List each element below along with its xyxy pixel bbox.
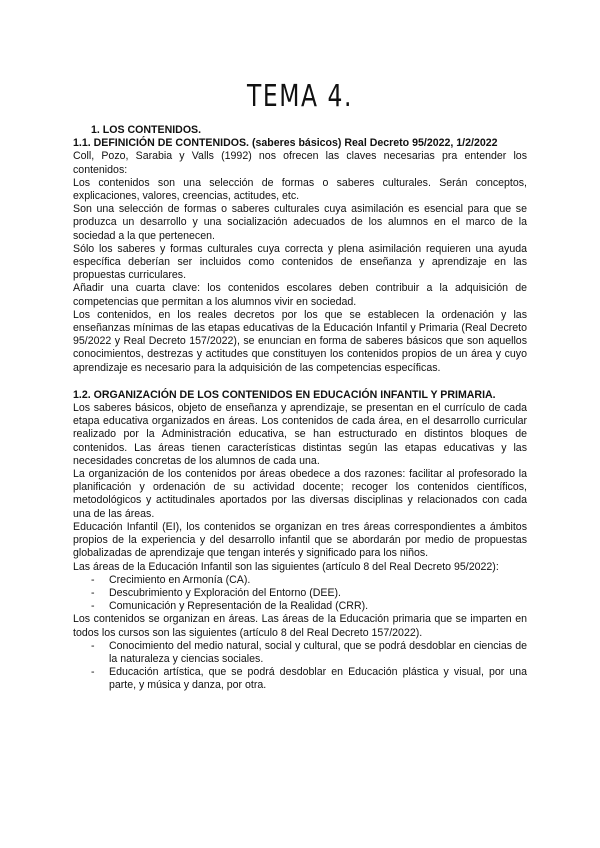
page-title: TEMA 4. (247, 79, 353, 114)
list-item-text: Crecimiento en Armonía (CA). (109, 573, 251, 586)
paragraph: Los contenidos se organizan en áreas. Las áreas de la Educación primaria que se imparten en todos los cursos son las siguientes (artículo 8 del Real Decreto 157/2022). (73, 613, 527, 639)
paragraph: Los saberes básicos, objeto de enseñanza y aprendizaje, se presentan en el currículo de cada etapa educativa organizados en áreas. Los contenidos de cada área, en el desarrollo curricular realizado por la Administración educativa, se han estructurado en distintos bloques de contenidos. Las áreas tienen características distintas según las etapas educativas y las necesidades concretas de los alumnos de cada una. (73, 402, 527, 467)
infantil-areas-list (73, 574, 527, 614)
paragraph: Añadir una cuarta clave: los contenidos escolares deben contribuir a la adquisición de competencias que permitan a los alumnos vivir en sociedad. (73, 282, 527, 308)
dash-bullet: - (91, 573, 95, 586)
heading-definition: 1.1. DEFINICIÓN DE CONTENIDOS. (saberes básicos) Real Decreto 95/2022, 1/2/2022 (73, 137, 498, 150)
heading-contents: 1. LOS CONTENIDOS. (91, 124, 202, 136)
dash-bullet: - (91, 586, 95, 599)
paragraph: Son una selección de formas o saberes culturales cuya asimilación es esencial para que se produzca un desarrollo y una socialización adecuados de los alumnos en el marco de la sociedad a la que pertenecen. (73, 203, 527, 242)
list-item (73, 600, 527, 613)
paragraph: Los contenidos son una selección de formas o saberes culturales. Serán conceptos, explicaciones, valores, creencias, actitudes, etc. (73, 176, 527, 203)
list-item (73, 640, 527, 666)
paragraph: Coll, Pozo, Sarabia y Valls (1992) nos ofrecen las claves necesarias pra entender los contenidos: (73, 150, 527, 176)
list-item-text: Descubrimiento y Exploración del Entorno (DEE). (109, 586, 341, 599)
list-item (73, 666, 527, 692)
list-item-text: Educación artística, que se podrá desdoblar en Educación plástica y visual, por una parte, y música y danza, por otra. (109, 666, 527, 692)
paragraph: Los contenidos, en los reales decretos por los que se establecen la ordenación y las enseñanzas mínimas de las etapas educativas de la Educación Infantil y Primaria (Real Decreto 95/2022 y Real Decreto 157/2022), se enuncian en forma de saberes básicos que son aquellos conocimientos, destrezas y actitudes que constituyen los contenidos propios de un área y cuyo aprendizaje es necesario para la adquisición de las competencias específicas. (73, 308, 527, 374)
paragraph: Sólo los saberes y formas culturales cuya correcta y plena asimilación requieren una ayuda específica deberían ser incluidos como contenidos de enseñanza y aprendizaje en las propuestas curriculares. (73, 242, 527, 282)
heading-organization: 1.2. ORGANIZACIÓN DE LOS CONTENIDOS EN EDUCACIÓN INFANTIL Y PRIMARIA. (73, 388, 496, 401)
paragraph: Educación Infantil (EI), los contenidos se organizan en tres áreas correspondientes a ámbitos propios de la experiencia y del desarrollo infantil que se abordarán por medio de propuestas globalizadas de aprendizaje que tengan interés y significado para los niños. (73, 520, 527, 560)
dash-bullet: - (91, 639, 95, 652)
paragraph: La organización de los contenidos por áreas obedece a dos razones: facilitar al profesorado la planificación y ordenación de su actividad docente; recoger los contenidos científicos, metodológicos y actitudinales aportados por las diversas disciplinas y relacionados con cada una de las áreas. (73, 468, 527, 520)
dash-bullet: - (91, 666, 95, 679)
primaria-areas-list (73, 640, 527, 693)
paragraph: Las áreas de la Educación Infantil son las siguientes (artículo 8 del Real Decreto 95/2022): (73, 560, 499, 573)
list-item-text: Comunicación y Representación de la Realidad (CRR). (109, 600, 369, 613)
list-item (73, 587, 527, 600)
list-item (73, 574, 527, 587)
dash-bullet: - (91, 600, 95, 613)
list-item-text: Conocimiento del medio natural, social y cultural, que se podrá desdoblar en ciencias de la naturaleza y ciencias sociales. (109, 639, 527, 665)
